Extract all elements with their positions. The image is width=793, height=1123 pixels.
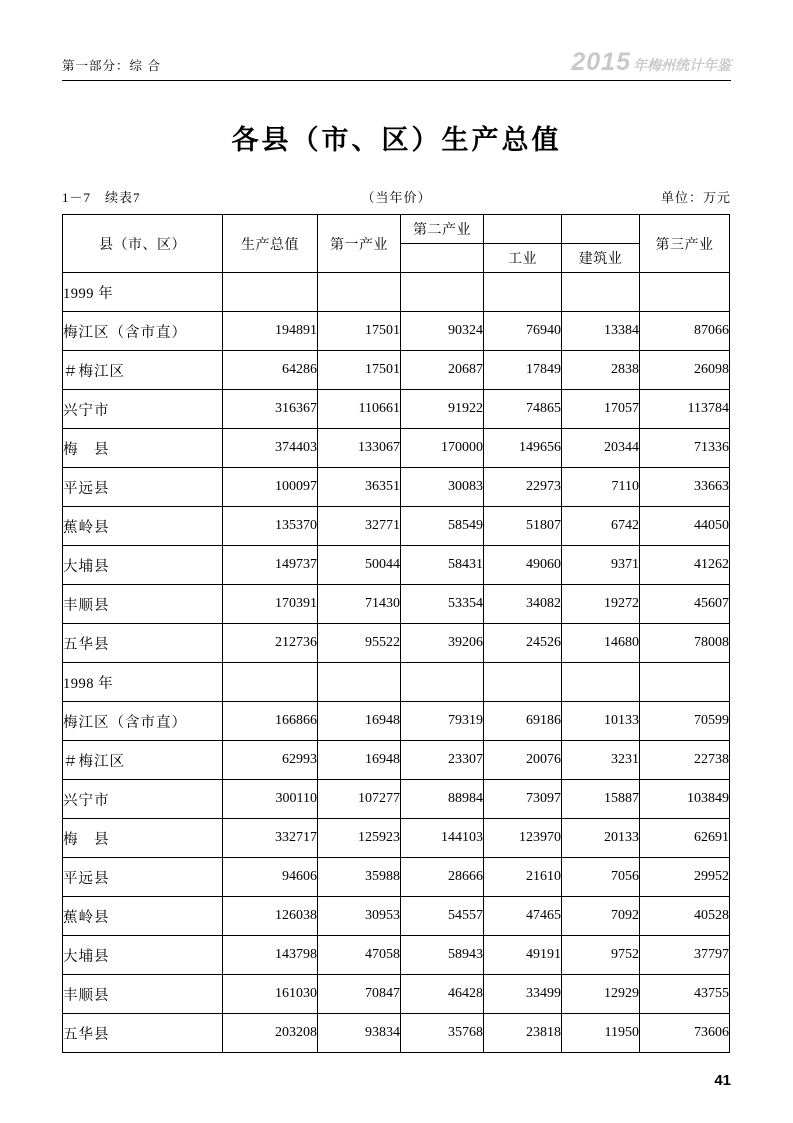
table-cell: 2838 xyxy=(562,351,640,390)
table-cell xyxy=(318,663,401,702)
table-row xyxy=(63,468,730,507)
table-row xyxy=(63,507,730,546)
table-cell: 49191 xyxy=(484,936,562,975)
table-cell: 23818 xyxy=(484,1014,562,1053)
table-cell: 30083 xyxy=(401,468,484,507)
document-page xyxy=(0,46,793,1123)
table-cell: 103849 xyxy=(640,780,730,819)
table-cell: 58943 xyxy=(401,936,484,975)
table-cell: 34082 xyxy=(484,585,562,624)
table-price-basis-label: （当年价） xyxy=(361,190,432,205)
table-row xyxy=(63,546,730,585)
table-cell: 6742 xyxy=(562,507,640,546)
table-cell: 20133 xyxy=(562,819,640,858)
table-cell: 107277 xyxy=(318,780,401,819)
table-cell: 43755 xyxy=(640,975,730,1014)
header-brand-year: 2015 xyxy=(571,48,631,76)
column-header-construction: 建筑业 xyxy=(562,244,640,273)
table-caption xyxy=(62,187,731,207)
table-row xyxy=(63,780,730,819)
table-cell: 95522 xyxy=(318,624,401,663)
table-cell: 28666 xyxy=(401,858,484,897)
table-number-label: 1－7 续表7 xyxy=(62,190,141,205)
table-cell: 33499 xyxy=(484,975,562,1014)
table-cell: 29952 xyxy=(640,858,730,897)
table-row xyxy=(63,741,730,780)
row-county-label: 兴宁市 xyxy=(63,390,223,429)
table-cell: 45607 xyxy=(640,585,730,624)
table-row xyxy=(63,702,730,741)
table-cell: 70599 xyxy=(640,702,730,741)
table-cell: 33663 xyxy=(640,468,730,507)
row-county-label: ＃梅江区 xyxy=(63,351,223,390)
table-cell: 7110 xyxy=(562,468,640,507)
row-county-label: 梅江区（含市直） xyxy=(63,702,223,741)
table-cell: 36351 xyxy=(318,468,401,507)
table-cell: 58431 xyxy=(401,546,484,585)
table-unit-label: 单位：万元 xyxy=(660,190,731,205)
table-cell xyxy=(484,273,562,312)
table-cell: 212736 xyxy=(223,624,318,663)
table-cell: 135370 xyxy=(223,507,318,546)
table-cell xyxy=(562,273,640,312)
table-cell: 17501 xyxy=(318,312,401,351)
row-county-label: 大埔县 xyxy=(63,546,223,585)
table-cell xyxy=(401,273,484,312)
table-cell xyxy=(562,663,640,702)
table-cell: 35768 xyxy=(401,1014,484,1053)
table-row xyxy=(63,975,730,1014)
table-cell: 71430 xyxy=(318,585,401,624)
table-cell: 9752 xyxy=(562,936,640,975)
table-cell: 170391 xyxy=(223,585,318,624)
table-row xyxy=(63,429,730,468)
table-cell: 125923 xyxy=(318,819,401,858)
table-row xyxy=(63,624,730,663)
header-brand-book: 年梅州统计年鉴 xyxy=(633,57,731,73)
page-title: 各县（市、区）生产总值 xyxy=(231,125,562,155)
table-cell: 143798 xyxy=(223,936,318,975)
table-cell: 23307 xyxy=(401,741,484,780)
table-cell xyxy=(401,663,484,702)
table-cell: 22973 xyxy=(484,468,562,507)
table-cell: 7056 xyxy=(562,858,640,897)
table-row xyxy=(63,351,730,390)
table-header-row-1 xyxy=(63,215,730,244)
table-cell: 19272 xyxy=(562,585,640,624)
row-year-label: 1999 年 xyxy=(63,273,223,312)
table-row xyxy=(63,819,730,858)
table-cell xyxy=(640,273,730,312)
table-row xyxy=(63,936,730,975)
table-cell: 39206 xyxy=(401,624,484,663)
table-cell: 17849 xyxy=(484,351,562,390)
table-cell: 100097 xyxy=(223,468,318,507)
table-cell: 76940 xyxy=(484,312,562,351)
table-row xyxy=(63,273,730,312)
table-cell: 166866 xyxy=(223,702,318,741)
table-cell: 126038 xyxy=(223,897,318,936)
table-cell: 26098 xyxy=(640,351,730,390)
row-county-label: 大埔县 xyxy=(63,936,223,975)
table-header xyxy=(63,215,730,273)
table-cell: 35988 xyxy=(318,858,401,897)
column-header-tertiary-industry: 第三产业 xyxy=(640,215,730,273)
gdp-by-county-table xyxy=(62,214,730,1053)
table-cell: 41262 xyxy=(640,546,730,585)
column-header-spacer-construction xyxy=(562,215,640,244)
table-cell: 20344 xyxy=(562,429,640,468)
table-cell: 46428 xyxy=(401,975,484,1014)
table-cell: 49060 xyxy=(484,546,562,585)
table-cell: 110661 xyxy=(318,390,401,429)
table-cell: 93834 xyxy=(318,1014,401,1053)
table-cell: 113784 xyxy=(640,390,730,429)
row-county-label: 五华县 xyxy=(63,624,223,663)
row-county-label: 平远县 xyxy=(63,858,223,897)
table-cell: 21610 xyxy=(484,858,562,897)
table-cell: 332717 xyxy=(223,819,318,858)
table-cell: 53354 xyxy=(401,585,484,624)
table-row xyxy=(63,585,730,624)
table-cell: 20076 xyxy=(484,741,562,780)
table-cell: 30953 xyxy=(318,897,401,936)
row-county-label: 丰顺县 xyxy=(63,975,223,1014)
column-header-county: 县（市、区） xyxy=(63,215,223,273)
table-cell: 40528 xyxy=(640,897,730,936)
table-cell: 13384 xyxy=(562,312,640,351)
table-cell: 91922 xyxy=(401,390,484,429)
table-cell: 20687 xyxy=(401,351,484,390)
table-cell: 47058 xyxy=(318,936,401,975)
table-cell: 51807 xyxy=(484,507,562,546)
table-cell: 73606 xyxy=(640,1014,730,1053)
table-row xyxy=(63,858,730,897)
table-cell: 74865 xyxy=(484,390,562,429)
table-cell: 87066 xyxy=(640,312,730,351)
row-county-label: 蕉岭县 xyxy=(63,507,223,546)
page-header xyxy=(62,46,731,81)
column-header-spacer-industry xyxy=(484,215,562,244)
table-body xyxy=(63,273,730,1053)
table-cell: 194891 xyxy=(223,312,318,351)
table-cell: 133067 xyxy=(318,429,401,468)
row-county-label: 平远县 xyxy=(63,468,223,507)
row-county-label: 梅 县 xyxy=(63,819,223,858)
table-cell: 7092 xyxy=(562,897,640,936)
row-county-label: 梅 县 xyxy=(63,429,223,468)
row-year-label: 1998 年 xyxy=(63,663,223,702)
row-county-label: 丰顺县 xyxy=(63,585,223,624)
column-header-industry: 工业 xyxy=(484,244,562,273)
table-row xyxy=(63,897,730,936)
table-cell xyxy=(484,663,562,702)
header-publication-brand xyxy=(571,48,731,77)
table-cell: 17057 xyxy=(562,390,640,429)
row-county-label: 梅江区（含市直） xyxy=(63,312,223,351)
table-cell: 14680 xyxy=(562,624,640,663)
table-row xyxy=(63,1014,730,1053)
table-row xyxy=(63,663,730,702)
table-cell: 79319 xyxy=(401,702,484,741)
table-cell: 10133 xyxy=(562,702,640,741)
table-cell: 73097 xyxy=(484,780,562,819)
column-header-gdp-total: 生产总值 xyxy=(223,215,318,273)
table-cell xyxy=(223,663,318,702)
header-section-label: 第一部分：综 合 xyxy=(62,59,161,73)
table-row xyxy=(63,390,730,429)
table-row xyxy=(63,312,730,351)
table-cell: 54557 xyxy=(401,897,484,936)
table-cell: 316367 xyxy=(223,390,318,429)
table-cell: 62691 xyxy=(640,819,730,858)
table-cell: 3231 xyxy=(562,741,640,780)
table-cell xyxy=(223,273,318,312)
table-cell: 161030 xyxy=(223,975,318,1014)
table-cell xyxy=(640,663,730,702)
table-cell: 16948 xyxy=(318,702,401,741)
table-cell: 203208 xyxy=(223,1014,318,1053)
column-header-primary-industry: 第一产业 xyxy=(318,215,401,273)
table-cell: 50044 xyxy=(318,546,401,585)
table-cell: 144103 xyxy=(401,819,484,858)
table-cell: 69186 xyxy=(484,702,562,741)
table-cell: 374403 xyxy=(223,429,318,468)
table-cell: 78008 xyxy=(640,624,730,663)
table-cell: 16948 xyxy=(318,741,401,780)
table-cell: 149656 xyxy=(484,429,562,468)
table-cell: 44050 xyxy=(640,507,730,546)
table-cell: 17501 xyxy=(318,351,401,390)
table-cell: 32771 xyxy=(318,507,401,546)
row-county-label: ＃梅江区 xyxy=(63,741,223,780)
table-cell: 62993 xyxy=(223,741,318,780)
row-county-label: 五华县 xyxy=(63,1014,223,1053)
table-cell: 37797 xyxy=(640,936,730,975)
table-cell: 94606 xyxy=(223,858,318,897)
table-cell: 149737 xyxy=(223,546,318,585)
table-cell: 90324 xyxy=(401,312,484,351)
table-cell: 15887 xyxy=(562,780,640,819)
table-cell: 58549 xyxy=(401,507,484,546)
table-cell: 123970 xyxy=(484,819,562,858)
table-cell: 47465 xyxy=(484,897,562,936)
table-cell: 11950 xyxy=(562,1014,640,1053)
table-cell: 170000 xyxy=(401,429,484,468)
row-county-label: 蕉岭县 xyxy=(63,897,223,936)
table-cell: 70847 xyxy=(318,975,401,1014)
table-cell xyxy=(318,273,401,312)
page-number: 41 xyxy=(714,1072,731,1089)
row-county-label: 兴宁市 xyxy=(63,780,223,819)
table-cell: 24526 xyxy=(484,624,562,663)
table-cell: 88984 xyxy=(401,780,484,819)
table-cell: 12929 xyxy=(562,975,640,1014)
column-header-secondary-spacer xyxy=(401,244,484,273)
table-cell: 22738 xyxy=(640,741,730,780)
table-cell: 64286 xyxy=(223,351,318,390)
column-header-secondary-industry: 第二产业 xyxy=(401,215,484,244)
table-cell: 9371 xyxy=(562,546,640,585)
table-cell: 71336 xyxy=(640,429,730,468)
table-cell: 300110 xyxy=(223,780,318,819)
